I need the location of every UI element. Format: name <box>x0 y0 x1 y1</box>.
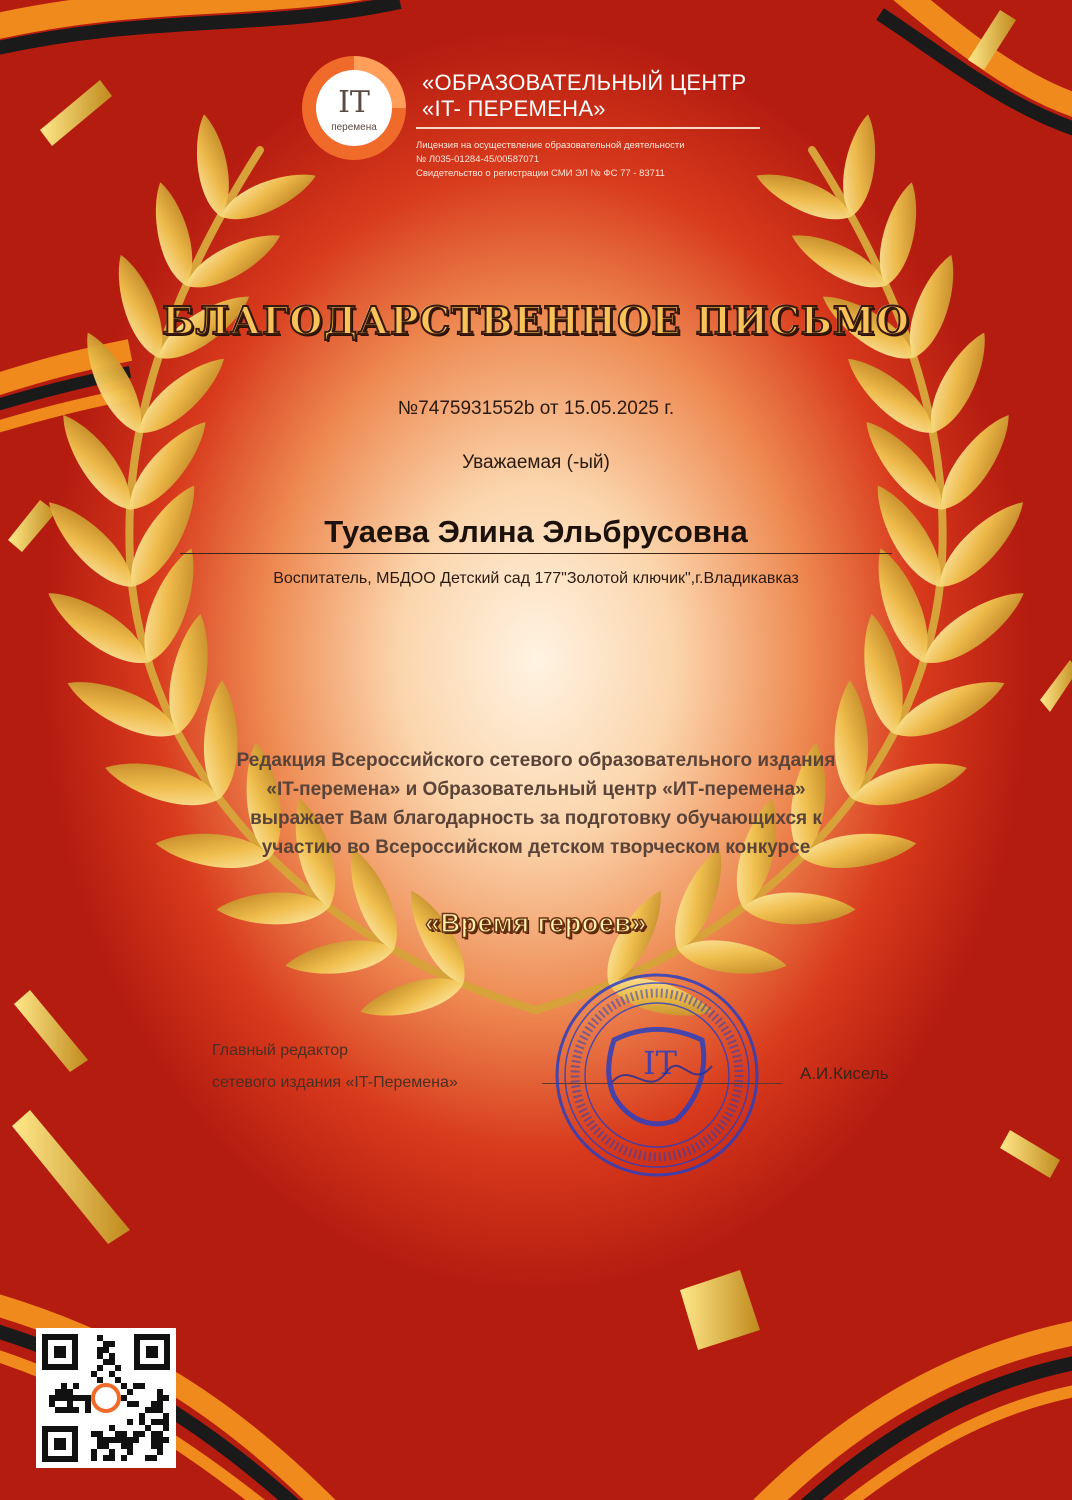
qr-module <box>157 1407 163 1413</box>
qr-module <box>55 1389 61 1395</box>
qr-module <box>103 1347 109 1353</box>
qr-module <box>49 1395 55 1401</box>
signer-name: А.И.Кисель <box>800 1064 889 1083</box>
qr-module <box>55 1407 61 1413</box>
qr-module <box>115 1431 121 1437</box>
qr-module <box>61 1395 67 1401</box>
qr-module <box>127 1449 133 1455</box>
qr-module <box>109 1425 115 1431</box>
logo-text: IT <box>338 85 370 120</box>
qr-module <box>115 1437 121 1443</box>
qr-module <box>91 1371 97 1377</box>
body-line: выражает Вам благодарность за подготовку обучающихся к <box>250 808 822 829</box>
org-name-line1: «ОБРАЗОВАТЕЛЬНЫЙ ЦЕНТР <box>422 70 747 95</box>
qr-module <box>61 1389 67 1395</box>
qr-module <box>121 1437 127 1443</box>
qr-module <box>133 1437 139 1443</box>
qr-module <box>133 1401 139 1407</box>
qr-module <box>67 1407 73 1413</box>
qr-module <box>115 1365 121 1371</box>
qr-module <box>67 1395 73 1401</box>
qr-module <box>61 1407 67 1413</box>
recipient-name: Туаева Элина Эльбрусовна <box>324 514 748 549</box>
qr-module <box>85 1407 91 1413</box>
qr-module <box>97 1377 103 1383</box>
registration-line: Свидетельство о регистрации СМИ ЭЛ № ФС 77 - 83711 <box>416 168 665 179</box>
qr-module <box>163 1413 169 1419</box>
qr-module <box>97 1335 103 1341</box>
qr-module <box>91 1449 97 1455</box>
qr-module <box>97 1353 103 1359</box>
qr-module <box>163 1419 169 1425</box>
qr-module <box>133 1431 139 1437</box>
stamp-text: IT <box>643 1044 677 1082</box>
contest-name: «Время героев» <box>425 908 647 938</box>
qr-module <box>127 1389 133 1395</box>
license-number: № Л035-01284-45/00587071 <box>416 154 540 165</box>
qr-module <box>103 1443 109 1449</box>
license-line: Лицензия на осуществление образовательной деятельности <box>416 140 685 151</box>
qr-module <box>157 1443 163 1449</box>
logo-subtext: перемена <box>331 122 377 133</box>
qr-module <box>151 1431 157 1437</box>
header-divider <box>416 127 760 129</box>
qr-module <box>121 1383 127 1389</box>
qr-module <box>157 1389 163 1395</box>
qr-module <box>139 1431 145 1437</box>
qr-module <box>145 1425 151 1431</box>
qr-module <box>61 1383 67 1389</box>
qr-module <box>157 1437 163 1443</box>
qr-module <box>127 1401 133 1407</box>
qr-module <box>103 1437 109 1443</box>
qr-module <box>109 1341 115 1347</box>
qr-module <box>85 1401 91 1407</box>
qr-module <box>73 1395 79 1401</box>
qr-module <box>151 1401 157 1407</box>
qr-module <box>151 1443 157 1449</box>
qr-module <box>103 1341 109 1347</box>
qr-module <box>109 1455 115 1461</box>
official-stamp-icon <box>552 970 762 1180</box>
qr-module <box>91 1431 97 1437</box>
signer-role-line1: Главный редактор <box>212 1042 349 1059</box>
qr-module <box>85 1395 91 1401</box>
qr-module <box>55 1395 61 1401</box>
qr-module <box>67 1401 73 1407</box>
body-line: «IT-перемена» и Образовательный центр «ИТ-перемена» <box>266 779 806 800</box>
qr-code-icon[interactable] <box>36 1328 176 1468</box>
qr-module <box>73 1383 79 1389</box>
body-line: Редакция Всероссийского сетевого образовательного издания <box>236 750 836 771</box>
qr-module <box>49 1401 55 1407</box>
qr-module <box>121 1455 127 1461</box>
qr-module <box>103 1455 109 1461</box>
qr-module <box>121 1431 127 1437</box>
qr-module <box>139 1383 145 1389</box>
qr-module <box>97 1443 103 1449</box>
qr-module <box>157 1419 163 1425</box>
body-text <box>150 746 922 862</box>
qr-module <box>151 1455 157 1461</box>
document-number: №7475931552b от 15.05.2025 г. <box>397 398 675 419</box>
greeting: Уважаемая (-ый) <box>462 452 610 473</box>
qr-module <box>157 1431 163 1437</box>
qr-module <box>121 1443 127 1449</box>
qr-module <box>151 1407 157 1413</box>
qr-module <box>109 1437 115 1443</box>
qr-module <box>157 1395 163 1401</box>
signer-role-line2: сетевого издания «IT-Перемена» <box>212 1074 458 1091</box>
qr-module <box>163 1437 169 1443</box>
qr-module <box>97 1437 103 1443</box>
qr-module <box>97 1431 103 1437</box>
qr-module <box>145 1407 151 1413</box>
qr-module <box>151 1419 157 1425</box>
qr-module <box>97 1365 103 1371</box>
qr-module <box>67 1389 73 1395</box>
qr-module <box>145 1455 151 1461</box>
org-name-line2: «IT- ПЕРЕМЕНА» <box>422 96 606 121</box>
qr-module <box>163 1395 169 1401</box>
qr-module <box>109 1353 115 1359</box>
qr-module <box>127 1437 133 1443</box>
certificate-title: БЛАГОДАРСТВЕННОЕ ПИСЬМО <box>162 298 910 343</box>
qr-module <box>127 1443 133 1449</box>
qr-module <box>121 1395 127 1401</box>
qr-module <box>127 1419 133 1425</box>
qr-module <box>103 1359 109 1365</box>
recipient-position: Воспитатель, МБДОО Детский сад 177"Золотой ключик",г.Владикавказ <box>273 570 799 587</box>
qr-module <box>133 1383 139 1389</box>
qr-module <box>139 1413 145 1419</box>
qr-module <box>151 1437 157 1443</box>
qr-module <box>163 1425 169 1431</box>
qr-module <box>109 1449 115 1455</box>
qr-module <box>115 1377 121 1383</box>
qr-module <box>109 1359 115 1365</box>
qr-module <box>157 1449 163 1455</box>
name-underline <box>180 553 892 554</box>
qr-module <box>139 1419 145 1425</box>
qr-module <box>97 1347 103 1353</box>
qr-module <box>109 1371 115 1377</box>
qr-module <box>157 1401 163 1407</box>
body-line: участию во Всероссийском детском творческом конкурсе <box>261 837 811 858</box>
qr-module <box>79 1395 85 1401</box>
qr-module <box>91 1455 97 1461</box>
it-peremena-logo-icon <box>298 52 410 164</box>
qr-module <box>73 1407 79 1413</box>
